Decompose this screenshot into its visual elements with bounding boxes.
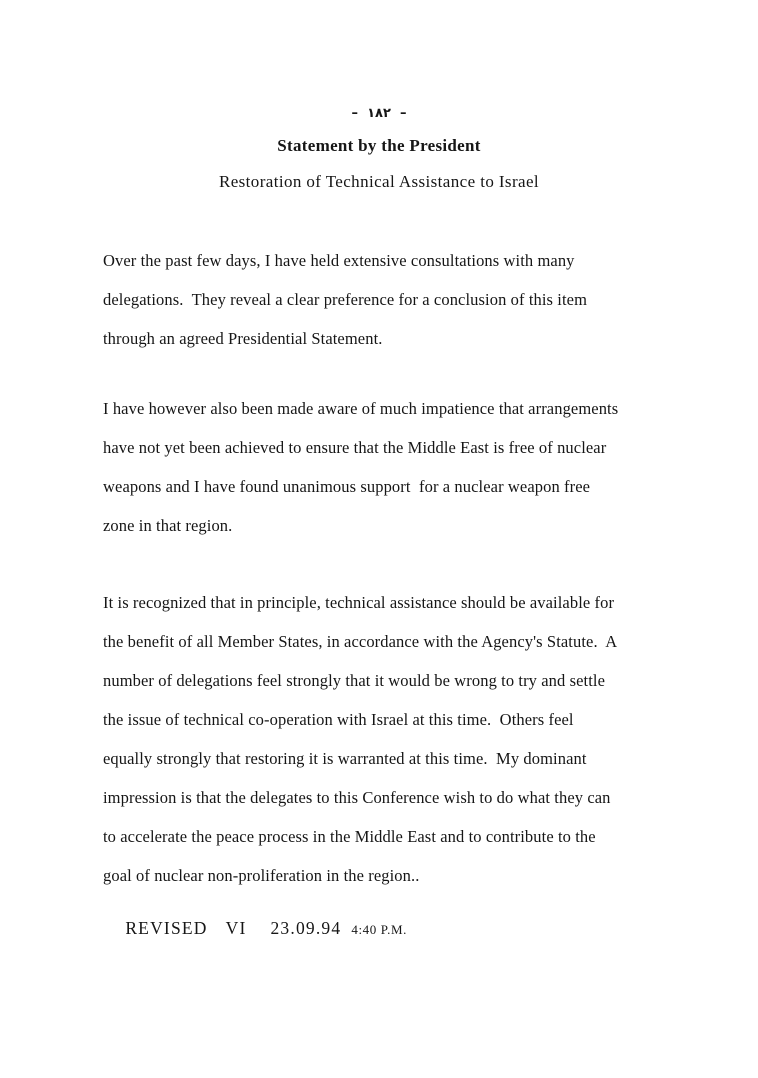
text-line: zone in that region. [103,516,233,535]
revision-number: VI [225,918,247,938]
text-line: goal of nuclear non-proliferation in the region.. [103,866,420,885]
document-title: Statement by the President [277,136,481,155]
document-subtitle: Restoration of Technical Assistance to Israel [218,172,540,191]
text-line: the issue of technical co-operation with Israel at this time. Others feel [103,710,574,729]
page-number: – ١٨٢ – [351,106,407,121]
paragraph-2 [103,389,703,545]
revision-time: 4:40 P.M. [351,922,407,937]
text-line: to accelerate the peace process in the Middle East and to contribute to the [103,827,596,846]
paragraph-1 [103,241,703,358]
revision-stamp [103,897,407,960]
text-line: number of delegations feel strongly that it would be wrong to try and settle [103,671,606,690]
text-line: the benefit of all Member States, in accordance with the Agency's Statute. A [103,632,618,651]
revision-label: REVISED [125,918,208,938]
text-line: delegations. They reveal a clear preference for a conclusion of this item [103,290,588,309]
text-line: through an agreed Presidential Statement. [103,329,383,348]
text-line: have not yet been achieved to ensure that the Middle East is free of nuclear [103,438,607,457]
text-line: impression is that the delegates to this Conference wish to do what they can [103,788,611,807]
text-line: Over the past few days, I have held extensive consultations with many [103,251,575,270]
paragraph-3 [103,583,703,895]
text-line: I have however also been made aware of much impatience that arrangements [103,399,619,418]
text-line: equally strongly that restoring it is warranted at this time. My dominant [103,749,587,768]
revision-date: 23.09.94 [270,918,342,938]
text-line: It is recognized that in principle, technical assistance should be available for [103,593,615,612]
text-line: weapons and I have found unanimous support for a nuclear weapon free [103,477,591,496]
